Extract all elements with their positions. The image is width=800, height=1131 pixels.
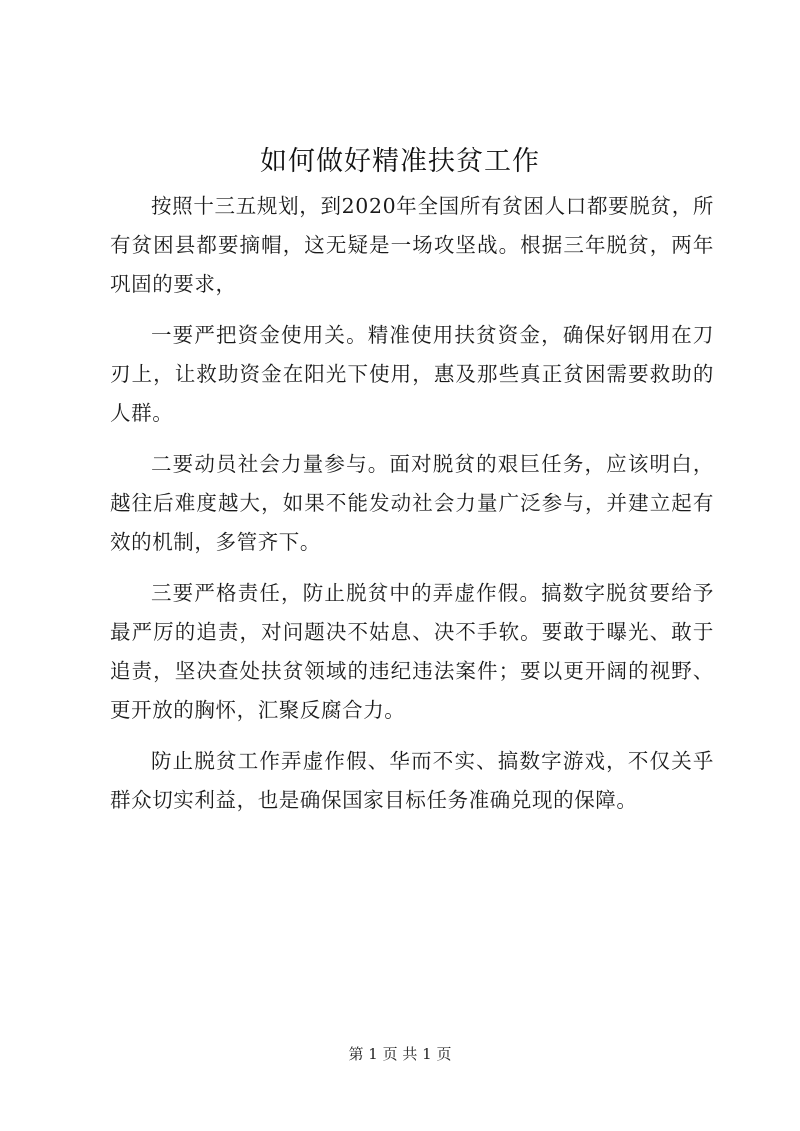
document-body [110, 187, 714, 832]
paragraph-intro: 按照十三五规划，到2020年全国所有贫困人口都要脱贫，所有贫困县都要摘帽，这无疑是一场攻坚战。根据三年脱贫，两年巩固的要求， [110, 194, 714, 296]
page-footer: 第 1 页 共 1 页 [348, 1045, 452, 1063]
paragraph-responsibility: 三要严格责任，防止脱贫中的弄虚作假。搞数字脱贫要给予最严厉的追责，对问题决不姑息、决不手软。要敢于曝光、敢于追责，坚决查处扶贫领域的违纪违法案件；要以更开阔的视野、更开放的胸怀，汇聚反腐合力。 [110, 581, 714, 722]
paragraph-social-forces: 二要动员社会力量参与。面对脱贫的艰巨任务，应该明白，越往后难度越大，如果不能发动社会力量广泛参与，并建立起有效的机制，多管齐下。 [110, 452, 714, 554]
paragraph-funds: 一要严把资金使用关。精准使用扶贫资金，确保好钢用在刀刃上，让救助资金在阳光下使用，惠及那些真正贫困需要救助的人群。 [110, 323, 714, 425]
document-title: 如何做好精准扶贫工作 [260, 146, 540, 177]
paragraph-conclusion: 防止脱贫工作弄虚作假、华而不实、搞数字游戏，不仅关乎群众切实利益，也是确保国家目标任务准确兑现的保障。 [110, 749, 714, 812]
